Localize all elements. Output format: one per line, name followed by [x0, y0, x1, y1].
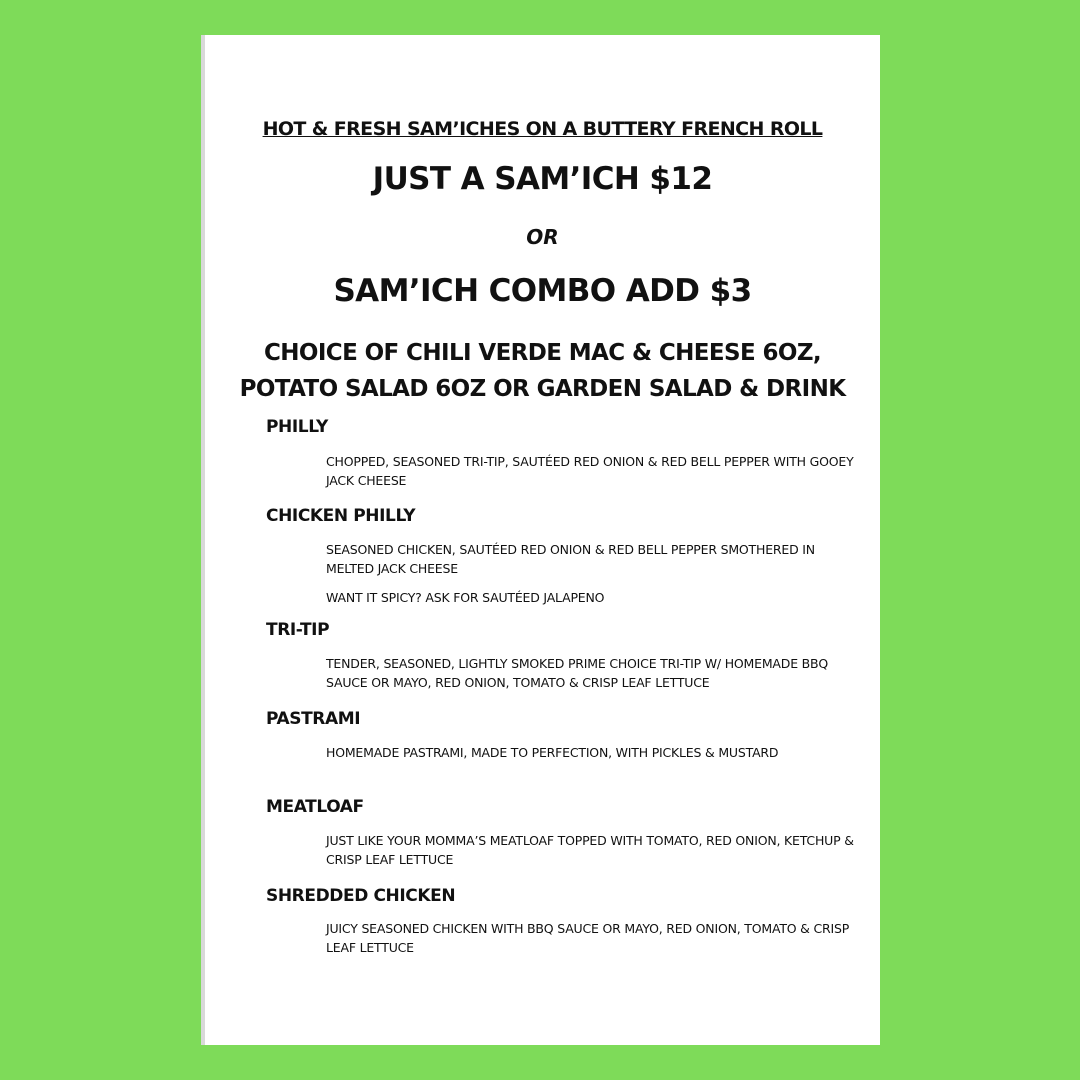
item-description-tri-tip: TENDER, SEASONED, LIGHTLY SMOKED PRIME CHOICE TRI-TIP W/ HOMEMADE BBQ SAUCE OR MAYO, RED ONION, TOMATO & CRISP LEAF LETTUCE: [326, 656, 829, 690]
item-description-chicken-philly: SEASONED CHICKEN, SAUTÉED RED ONION & RED BELL PEPPER SMOTHERED IN MELTED JACK CHEESE: [326, 542, 815, 576]
item-name-chicken-philly: CHICKEN PHILLY: [266, 506, 416, 526]
or-separator: OR: [526, 225, 559, 249]
combo-choices: [205, 335, 880, 407]
combo-choices-line-1: CHOICE OF CHILI VERDE MAC & CHEESE 6OZ,: [263, 340, 822, 366]
item-description-philly: CHOPPED, SEASONED TRI-TIP, SAUTÉED RED ONION & RED BELL PEPPER WITH GOOEY JACK CHEESE: [326, 454, 854, 488]
item-note-chicken-philly: WANT IT SPICY? ASK FOR SAUTÉED JALAPENO: [326, 590, 605, 605]
menu-page: [201, 35, 880, 1045]
item-description-meatloaf: JUST LIKE YOUR MOMMA’S MEATLOAF TOPPED WITH TOMATO, RED ONION, KETCHUP & CRISP LEAF LETTUCE: [326, 833, 854, 867]
combo-choices-line-2: POTATO SALAD 6OZ OR GARDEN SALAD & DRINK: [239, 376, 846, 402]
item-description-pastrami: HOMEMADE PASTRAMI, MADE TO PERFECTION, WITH PICKLES & MUSTARD: [326, 745, 779, 760]
item-name-tri-tip: TRI-TIP: [266, 620, 330, 640]
item-name-philly: PHILLY: [266, 417, 328, 437]
price-sandwich-only: JUST A SAM’ICH $12: [372, 161, 713, 197]
item-name-meatloaf: MEATLOAF: [266, 797, 364, 817]
price-combo: SAM’ICH COMBO ADD $3: [333, 273, 752, 309]
item-name-shredded-chicken: SHREDDED CHICKEN: [266, 886, 456, 906]
item-name-pastrami: PASTRAMI: [266, 709, 361, 729]
item-description-shredded-chicken: JUICY SEASONED CHICKEN WITH BBQ SAUCE OR MAYO, RED ONION, TOMATO & CRISP LEAF LETTUCE: [326, 921, 850, 955]
menu-subtitle: HOT & FRESH SAM’ICHES ON A BUTTERY FRENCH ROLL: [262, 118, 823, 140]
